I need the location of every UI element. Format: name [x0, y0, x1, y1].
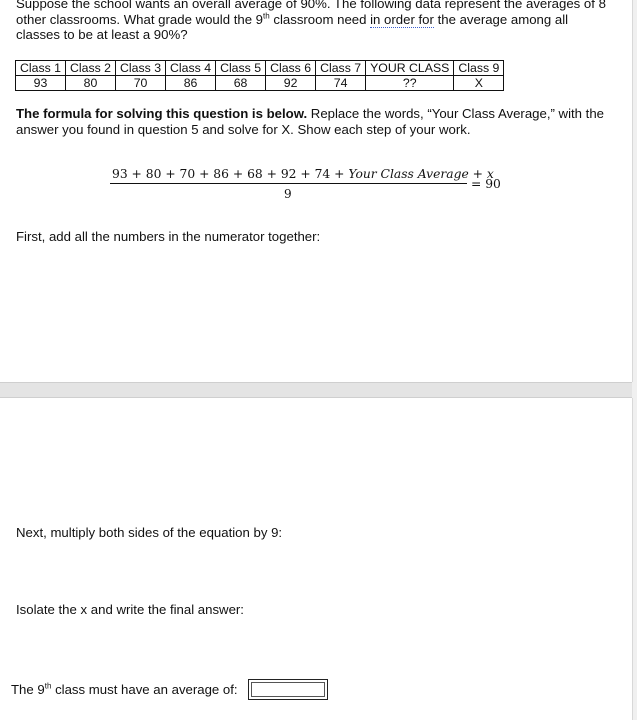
table-value-cell: 86 [166, 76, 216, 91]
step-2-prompt: Next, multiply both sides of the equation by 9: [16, 525, 283, 540]
intro-line-2-end: the average among all [433, 11, 569, 27]
step-1-prompt: First, add all the numbers in the numerator together: [16, 229, 321, 244]
formula-denominator: 9 [284, 187, 292, 201]
window-edge [632, 0, 637, 720]
ordinal-suffix: th [263, 11, 270, 21]
table-header-cell: YOUR CLASS [366, 61, 454, 76]
table-value-cell: 74 [316, 76, 366, 91]
document-page-2 [0, 398, 632, 720]
intro-line-1: Suppose the school wants an overall average of 90%. The following data represent the averages of 8 [16, 0, 606, 11]
table-header-cell: Class 1 [16, 61, 66, 76]
formula-instructions-text: Replace the words, “Your Class Average,” with the answer you found in question 5 and solve for X. Show each step of your work. [16, 106, 604, 137]
table-value-cell: ?? [366, 76, 454, 91]
page-edge-1 [632, 0, 637, 382]
table-value-cell: 93 [16, 76, 66, 91]
final-label-end: class must have an average of: [51, 682, 238, 697]
table-value-cell: 80 [66, 76, 116, 91]
question-intro [16, 0, 620, 43]
table-header-cell: Class 4 [166, 61, 216, 76]
formula-rhs: = 90 [471, 177, 501, 191]
table-value-cell: 92 [266, 76, 316, 91]
table-value-cell: X [454, 76, 504, 91]
final-label-start: The 9 [11, 682, 45, 697]
page-break [0, 382, 637, 398]
formula-instructions-bold: The formula for solving this question is below. [16, 106, 308, 121]
fraction-bar [110, 183, 467, 184]
formula-instructions [16, 106, 624, 138]
final-answer-label [11, 682, 238, 697]
table-header-cell: Class 7 [316, 61, 366, 76]
final-ordinal-suffix: th [44, 681, 52, 691]
grammar-flag[interactable]: in order for [370, 11, 434, 27]
numerator-numbers: 93 + 80 + 70 + 86 + 68 + 92 + 74 + [112, 167, 349, 181]
formula-numerator [110, 166, 496, 181]
answer-input-field[interactable] [251, 682, 325, 697]
table-value-cell: 68 [216, 76, 266, 91]
table-value-cell: 70 [116, 76, 166, 91]
table-header-cell: Class 2 [66, 61, 116, 76]
final-answer-input[interactable] [248, 679, 328, 700]
table-header-cell: Class 6 [266, 61, 316, 76]
table-value-row [16, 76, 504, 91]
table-header-row [16, 61, 504, 76]
page-edge-2 [632, 398, 637, 720]
intro-line-2-start: other classrooms. What grade would the 9 [16, 11, 264, 27]
class-averages-table [15, 60, 504, 91]
table-header-cell: Class 5 [216, 61, 266, 76]
intro-line-2 [16, 12, 620, 28]
table-header-cell: Class 9 [454, 61, 504, 76]
numerator-variables: Your Class Average + x [348, 167, 494, 181]
step-3-prompt: Isolate the x and write the final answer: [16, 602, 244, 617]
intro-line-2-mid: classroom need [269, 11, 371, 27]
intro-line-3: classes to be at least a 90%? [16, 27, 188, 42]
table-header-cell: Class 3 [116, 61, 166, 76]
